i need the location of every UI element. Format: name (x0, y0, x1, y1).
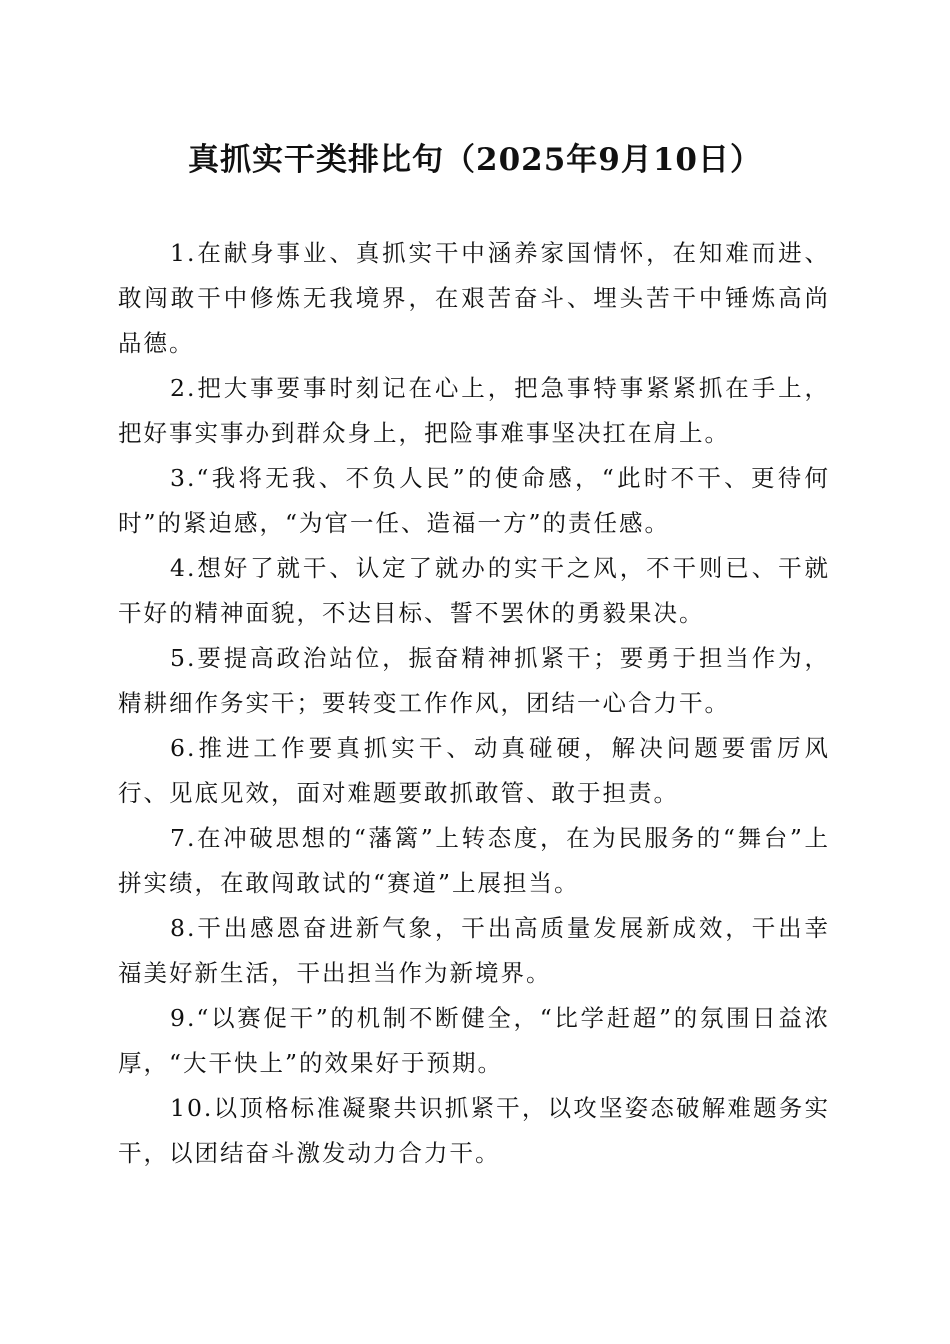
paragraph-item-7: 7.在冲破思想的“藩篱”上转态度，在为民服务的“舞台”上拼实绩，在敢闯敢试的“赛道”上展担当。 (118, 824, 830, 897)
paragraph-item-5: 5.要提高政治站位，振奋精神抓紧干；要勇于担当作为，精耕细作务实干；要转变工作作风，团结一心合力干。 (118, 644, 830, 717)
paragraph-item-1: 1.在献身事业、真抓实干中涵养家国情怀，在知难而进、敢闯敢干中修炼无我境界，在艰苦奋斗、埋头苦干中锤炼高尚品德。 (118, 239, 830, 357)
paragraph-item-10: 10.以顶格标准凝聚共识抓紧干，以攻坚姿态破解难题务实干，以团结奋斗激发动力合力干。 (118, 1094, 830, 1167)
paragraph-item-4: 4.想好了就干、认定了就办的实干之风，不干则已、干就干好的精神面貌，不达目标、誓不罢休的勇毅果决。 (118, 554, 830, 627)
document-body (118, 231, 830, 1176)
paragraph-item-2: 2.把大事要事时刻记在心上，把急事特事紧紧抓在手上，把好事实事办到群众身上，把险事难事坚决扛在肩上。 (118, 374, 830, 447)
document-title: 真抓实干类排比句（2025年9月10日） (188, 142, 762, 178)
paragraph-item-3: 3.“我将无我、不负人民”的使命感，“此时不干、更待何时”的紧迫感，“为官一任、造福一方”的责任感。 (118, 464, 830, 537)
paragraph-item-9: 9.“以赛促干”的机制不断健全，“比学赶超”的氛围日益浓厚，“大干快上”的效果好于预期。 (118, 1004, 830, 1077)
paragraph-item-6: 6.推进工作要真抓实干、动真碰硬，解决问题要雷厉风行、见底见效，面对难题要敢抓敢管、敢于担责。 (118, 734, 830, 807)
paragraph-item-8: 8.干出感恩奋进新气象，干出高质量发展新成效，干出幸福美好新生活，干出担当作为新境界。 (118, 914, 830, 987)
